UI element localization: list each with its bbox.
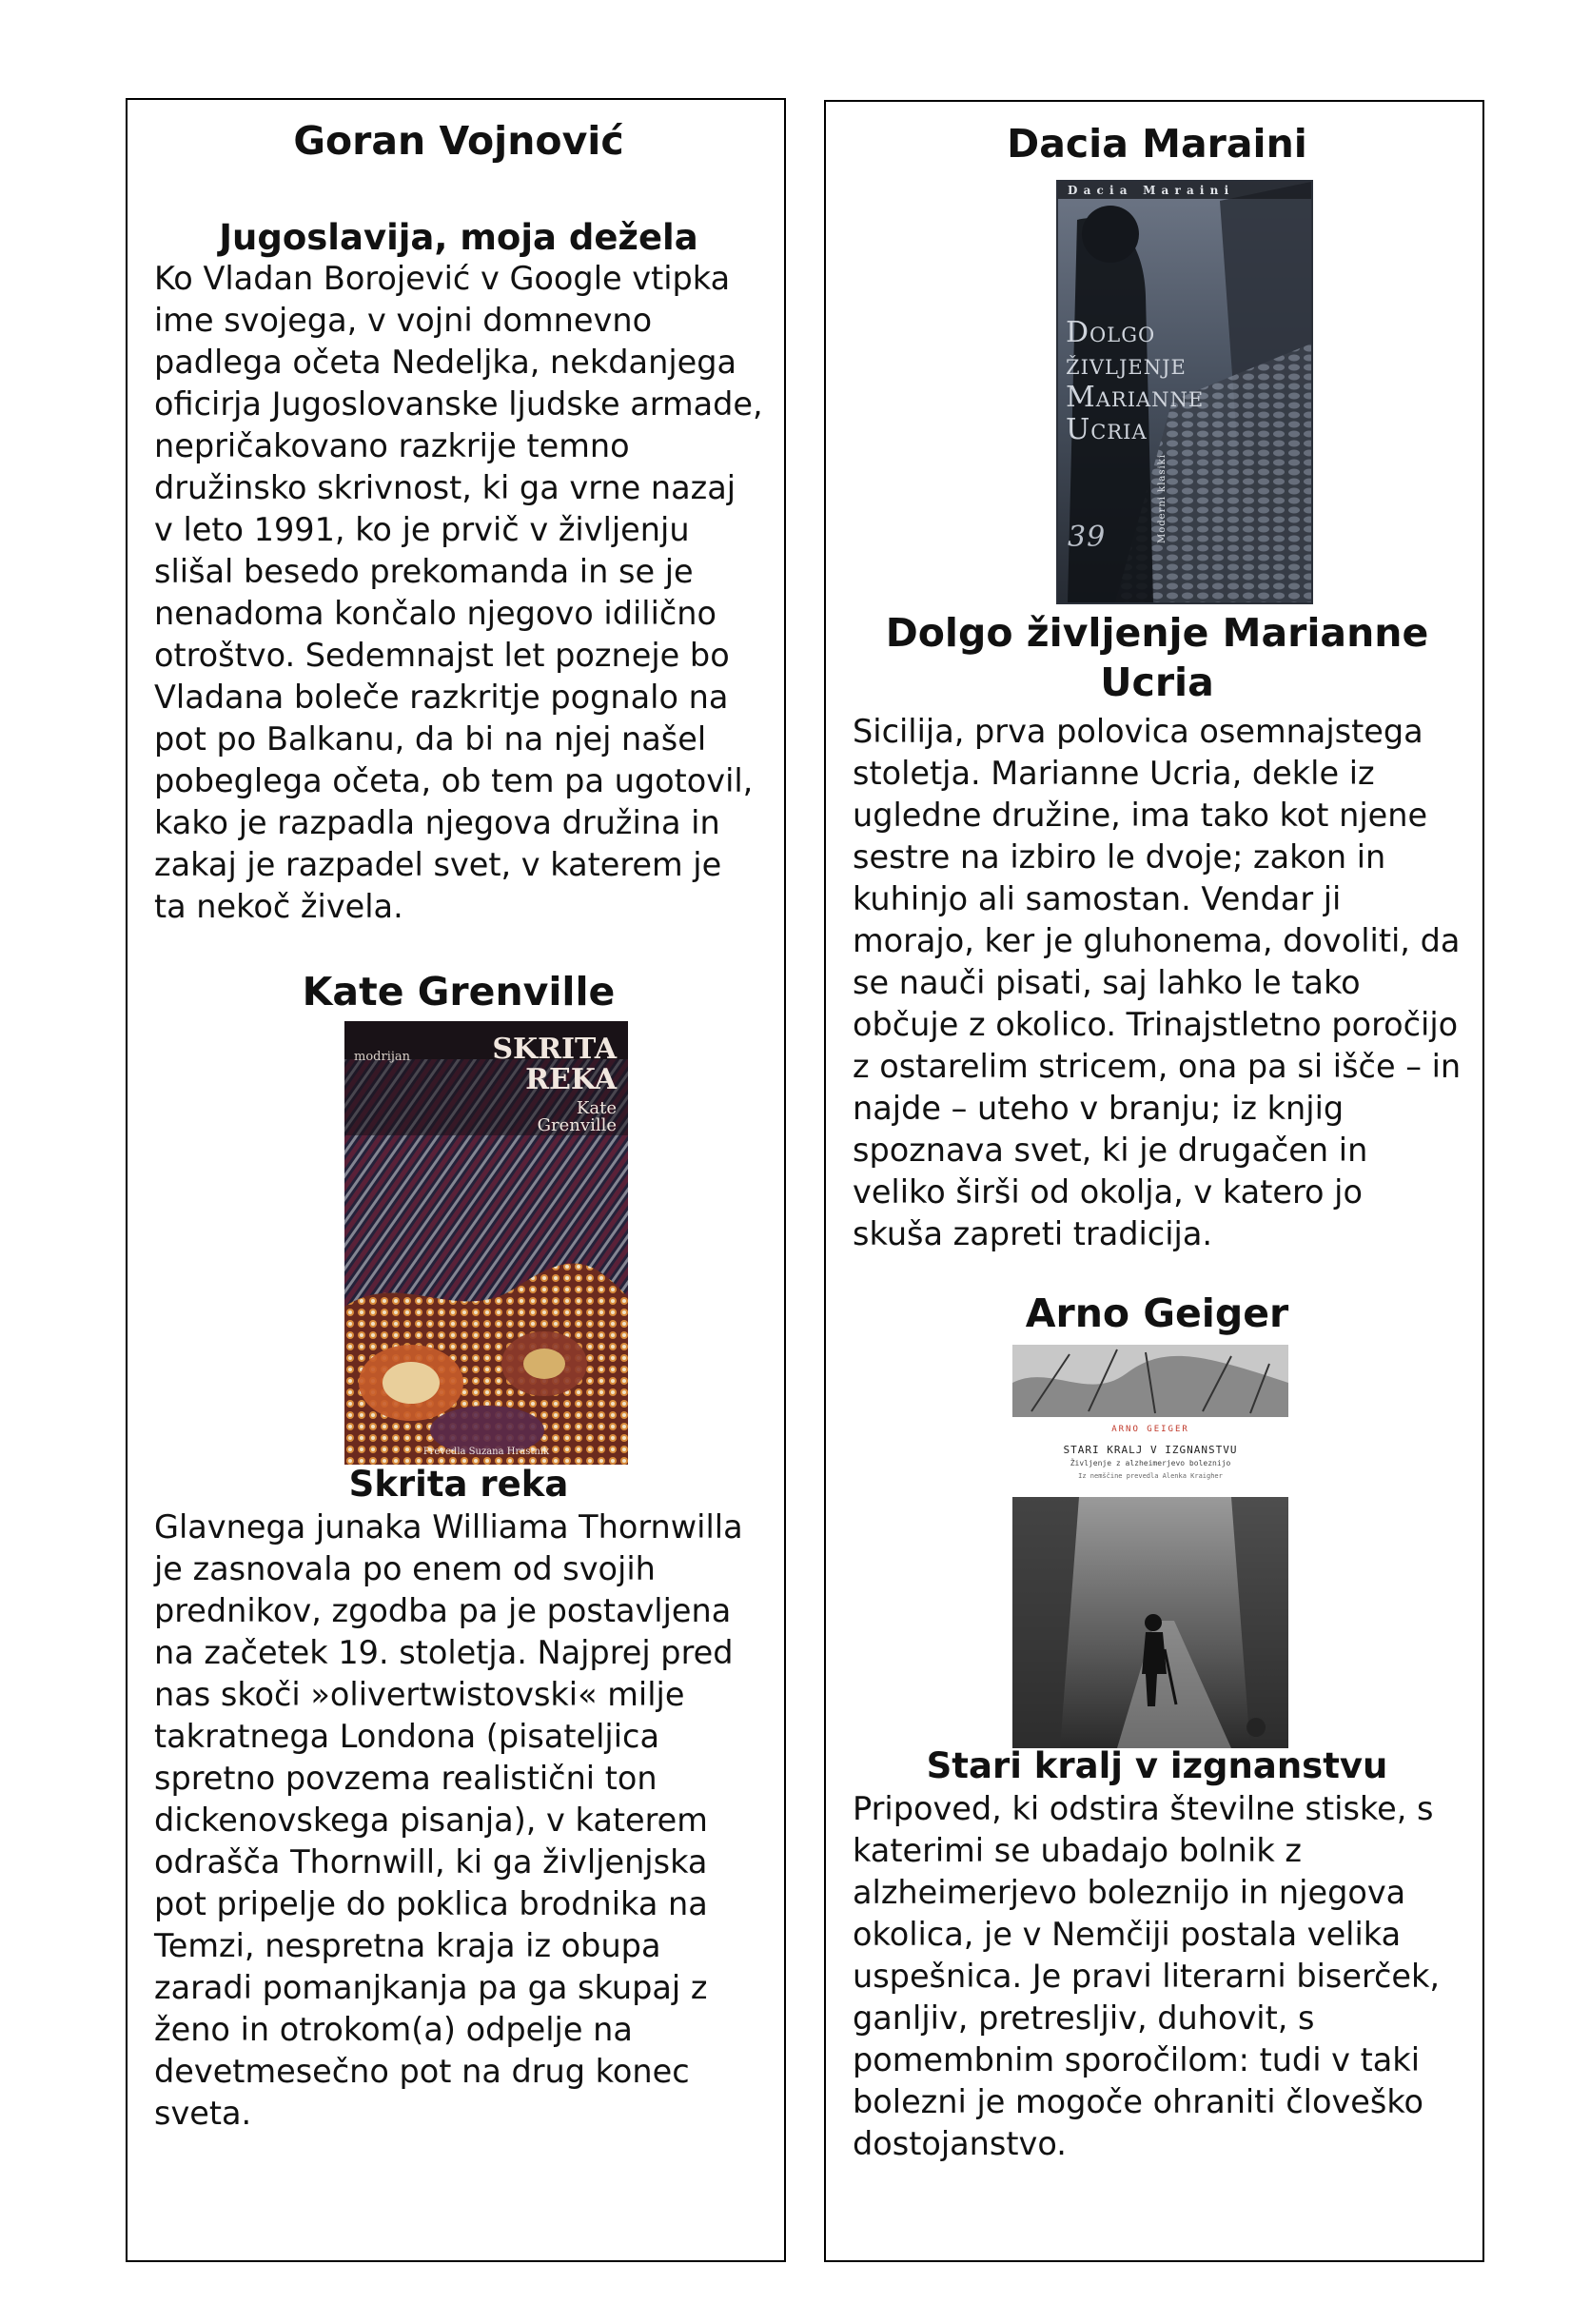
book-title-jugoslavija: Jugoslavija, moja dežela	[219, 217, 698, 258]
cover-series-name: Moderni klasiki	[1157, 454, 1168, 543]
right-column	[824, 100, 1484, 2262]
cover-author-line1: Kate	[576, 1098, 617, 1118]
author-heading-maraini: Dacia Maraini	[1007, 121, 1307, 167]
author-heading-grenville: Kate Grenville	[302, 969, 616, 1014]
cover-publisher: modrijan	[354, 1050, 411, 1064]
cover-title-line2: REKA	[525, 1063, 617, 1096]
cover-author-line2: Grenville	[537, 1115, 617, 1135]
cover-art-walking-man	[1012, 1345, 1288, 1748]
book-description-skrita-reka: Glavnega junaka Williama Thornwilla je zasnovala po enem od svojih prednikov, zgodba pa je postavljena na začetek 19. stoletja. Najprej pred nas skoči »olivertwistovski« milje takratnega Londona (pisateljica spretno povzema realistični ton dickenovskega pisanja), v katerem odrašča Thornwill, ki ga življenjska pot pripelje do poklica brodnika na Temzi, nespretna kraja iz obupa zaradi pomanjkanja pa ga skupaj z ženo in otrokom(a) odpelje na devetmesečno pot na drug konec sveta.	[154, 1508, 743, 2132]
cover-translator: Prevedla Suzana Hrastnik	[422, 1447, 550, 1457]
author-heading-vojnovic: Goran Vojnović	[293, 118, 624, 164]
left-column-content	[154, 100, 763, 2260]
book-cover-skrita-reka	[344, 1021, 628, 1465]
cover-title-line: STARI KRALJ V IZGNANSTVU	[1063, 1444, 1238, 1456]
cover-line2: življenje	[1066, 348, 1187, 382]
book-title-dolgo-zivljenje: Dolgo življenje Marianne Ucria	[885, 610, 1429, 705]
book-description-stari-kralj: Pripoved, ki odstira številne stiske, s katerimi se ubadajo bolnik z alzheimerjevo boleznijo in njegova okolica, je v Nemčiji postala velika uspešnica. Je pravi literarni biserček, ganljiv, pretresljiv, duhovit, s pomembnim sporočilom: tudi v taki bolezni je mogoče ohraniti človeško dostojanstvo.	[853, 1790, 1441, 2162]
book-cover-dolgo-zivljenje	[1056, 180, 1313, 604]
right-column-content	[853, 102, 1462, 2260]
cover-translator-line: Iz nemščine prevedla Alenka Kraigher	[1078, 1472, 1223, 1480]
cover-subtitle-line: Življenje z alzheimerjevo boleznijo	[1070, 1459, 1231, 1467]
left-column	[126, 98, 786, 2262]
book-description-dolgo-zivljenje: Sicilija, prva polovica osemnajstega stoletja. Marianne Ucria, dekle iz ugledne družine, ima tako kot njene sestre na izbiro le dvoje; zakon in kuhinjo ali samostan. Vendar ji morajo, ker je gluhonema, dovoliti, da se nauči pisati, saj lahko le tako občuje z okolico. Trinajstletno poročijo z ostarelim stricem, ona pa si išče – in najde – uteho v branju; iz knjig spoznava svet, ki je drugačen in veliko širši od okolja, v katero jo skuša zapreti tradicija.	[853, 713, 1462, 1252]
cover-line1: Dolgo	[1066, 316, 1156, 349]
cover-author-small: ARNO GEIGER	[1111, 1425, 1189, 1434]
book-title-stari-kralj: Stari kralj v izgnanstvu	[926, 1745, 1388, 1786]
cover-line3: Marianne	[1066, 381, 1205, 414]
cover-line4: Ucria	[1066, 413, 1148, 446]
cover-series-number: 39	[1068, 521, 1107, 554]
book-cover-stari-kralj	[1012, 1345, 1288, 1748]
book-title-skrita-reka: Skrita reka	[348, 1464, 569, 1505]
author-heading-geiger: Arno Geiger	[1025, 1290, 1289, 1336]
book-description-jugoslavija: Ko Vladan Borojević v Google vtipka ime svojega, v vojni domnevno padlega očeta Nedeljka, nekdanjega oficirja Jugoslovanske ljudske armade, nepričakovano razkrije temno družinsko skrivnost, ki ga vrne nazaj v leto 1991, ko je prvič v življenju slišal besedo prekomanda in se je nenadoma končalo njegovo idilično otroštvo. Sedemnajst let pozneje bo Vladana boleče razkritje pognalo na pot po Balkanu, da bi na njej našel pobeglega očeta, ob tem pa ugotovil, kako je razpadla njegova družina in zakaj je razpadel svet, v katerem je ta nekoč živela.	[154, 260, 763, 925]
cover-title-line1: SKRITA	[492, 1033, 617, 1066]
cover-top-author: D a c i a M a r a i n i	[1068, 184, 1230, 197]
